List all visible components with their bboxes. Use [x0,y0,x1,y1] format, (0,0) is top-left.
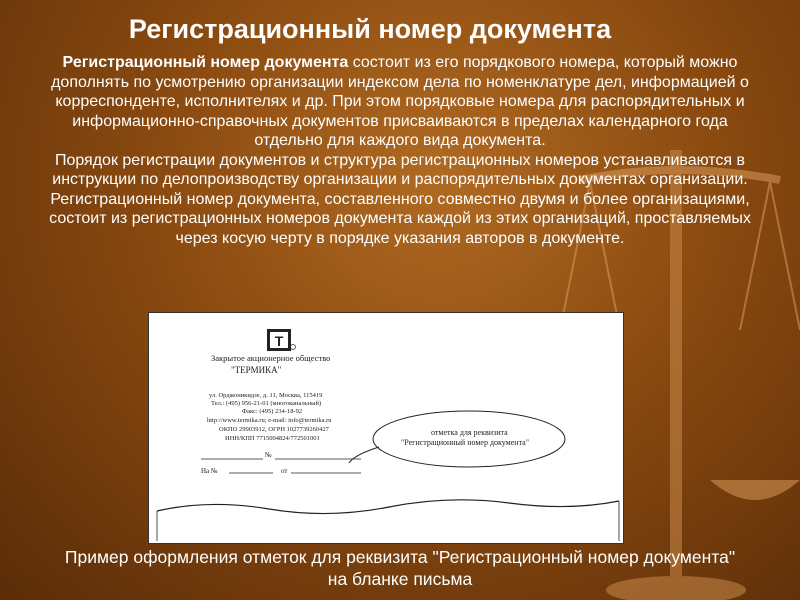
org-type: Закрытое акционерное общество [211,353,331,363]
logo-letter: Т [274,333,284,349]
callout-line-1: отметка для реквизита [431,428,508,437]
web: http://www.termika.ru; e-mail: info@termika.ru [207,417,332,424]
paragraph-2: Порядок регистрации документов и структура регистрационных номеров устанавливаются в инструкции по делопроизводству организации и распорядительных документах организации. [52,151,748,188]
paragraph-1 [40,53,760,151]
caption [0,546,800,590]
paragraph-1-lead: Регистрационный номер документа [62,54,349,71]
phone: Тел.: (495) 956-21-01 (многоканальный) [211,400,322,407]
reply-from-label: от [281,467,288,475]
paragraph-3: Регистрационный номер документа, составленного совместно двумя и более организациями, состоит из регистрационных номеров документа каждой из этих организаций, проставляемых через косую черту в порядке указания авторов в документе. [49,190,751,247]
reg-number-label: № [265,451,272,459]
okpo: ОКПО 29903912, ОГРН 1027739260427 [219,426,329,433]
paragraph-1-rest: состоит из его порядкового номера, который можно дополнять по усмотрению организации индексом дела по номенклатуре дел, информацией о корреспонденте, исполнителях и др. При этом порядковые номера для распорядительных и информационно-справочных документов присваиваются в пределах календарного года отдельно для каждого вида документа. [51,54,749,149]
caption-line-2: на бланке письма [327,569,473,589]
inn: ИНН/КПП 7715004824/772501001 [225,435,320,442]
letterhead-sample [148,312,624,544]
address: ул. Орджоникидзе, д. 11, Москва, 115419 [209,392,323,399]
page-title: Регистрационный номер документа [128,14,612,44]
caption-line-1: Пример оформления отметок для реквизита "Регистрационный номер документа" [64,547,736,567]
letterhead-drawing [149,313,623,543]
org-name: "ТЕРМИКА" [231,365,282,375]
reply-to-label: На № [201,467,218,475]
callout-line-2: "Регистрационный номер документа" [401,438,529,447]
fax: Факс: (495) 234-18-92 [242,408,303,415]
body-text [40,53,760,248]
